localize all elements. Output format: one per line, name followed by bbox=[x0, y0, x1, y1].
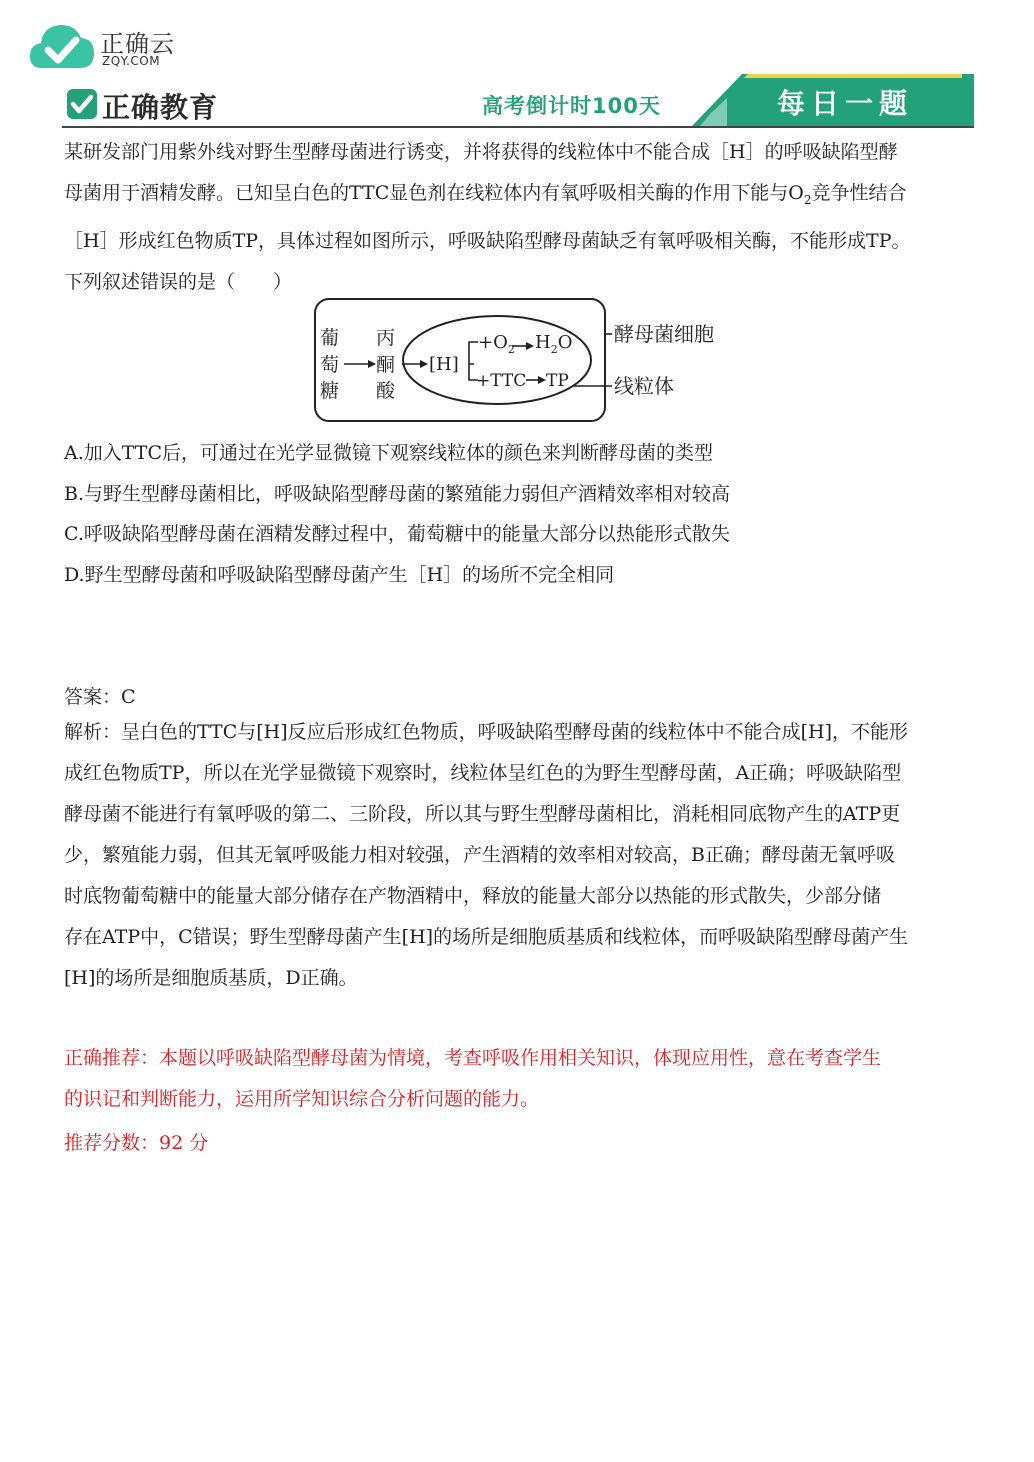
question-stem bbox=[64, 132, 974, 303]
header-divider bbox=[62, 126, 974, 128]
cell-label: 酵母菌细胞 bbox=[614, 322, 714, 346]
o2-label: $+O_2$ bbox=[478, 332, 515, 356]
answer: 答案：C bbox=[64, 686, 136, 708]
option-d: D.野生型酵母菌和呼吸缺陷型酵母菌产生［H］的场所不完全相同 bbox=[64, 564, 615, 586]
arrow-head bbox=[538, 376, 546, 384]
analysis-line: 酵母菌不能进行有氧呼吸的第二、三阶段，所以其与野生型酵母菌相比，消耗相同底物产生的ATP更 bbox=[64, 803, 901, 825]
pyruvate-char: 酸 bbox=[376, 380, 396, 402]
recommendation bbox=[64, 1038, 974, 1120]
arrow-head bbox=[526, 342, 534, 350]
recommendation-line: 正确推荐：本题以呼吸缺陷型酵母菌为情境，考查呼吸作用相关知识，体现应用性，意在考查学生 bbox=[64, 1047, 882, 1069]
edu-title: 正确教育 bbox=[102, 91, 219, 124]
option-a: A.加入TTC后，可通过在光学显微镜下观察线粒体的颜色来判断酵母菌的类型 bbox=[64, 442, 713, 464]
respiration-diagram bbox=[312, 296, 732, 424]
cell-outline bbox=[315, 299, 605, 421]
arrow-head bbox=[368, 360, 376, 368]
ttc-label: +TTC bbox=[476, 371, 527, 391]
question-line: ［H］形成红色物质TP，具体过程如图所示，呼吸缺陷型酵母菌缺乏有氧呼吸相关酶，不能形成TP。 bbox=[64, 229, 911, 252]
analysis-line: 解析：呈白色的TTC与[H]反应后形成红色物质，呼吸缺陷型酵母菌的线粒体中不能合成[H]，不能形 bbox=[64, 721, 909, 743]
pyruvate-char: 酮 bbox=[376, 354, 396, 376]
bracket-line bbox=[469, 342, 478, 364]
countdown-text: 高考倒计时100天 bbox=[482, 94, 661, 118]
zqy-logo bbox=[28, 18, 188, 78]
analysis-line: 少，繁殖能力弱，但其无氧呼吸能力相对较强，产生酒精的效率相对较高，B正确；酵母菌无氧呼吸 bbox=[64, 844, 895, 866]
check-box-icon bbox=[66, 88, 98, 120]
logo-domain-text: ZQY.COM bbox=[102, 54, 161, 68]
analysis-line: 成红色物质TP，所以在光学显微镜下观察时，线粒体呈红色的为野生型酵母菌，A正确；呼吸缺陷型 bbox=[64, 762, 902, 784]
question-line: 下列叙述错误的是（ ） bbox=[64, 270, 293, 293]
logo-brand-text: 正确云 bbox=[100, 30, 175, 58]
arrow-head bbox=[420, 360, 428, 368]
page-header bbox=[62, 74, 974, 130]
cloud-check-icon bbox=[28, 18, 98, 74]
recommend-score: 推荐分数：92 分 bbox=[64, 1132, 209, 1154]
daily-title: 每日一题 bbox=[777, 87, 914, 120]
analysis-line: [H]的场所是细胞质基质，D正确。 bbox=[64, 967, 358, 989]
h2o-label: $H_2O$ bbox=[535, 332, 573, 356]
glucose-char: 萄 bbox=[320, 354, 340, 376]
tp-label: TP bbox=[546, 371, 569, 391]
option-b: B.与野生型酵母菌相比，呼吸缺陷型酵母菌的繁殖能力弱但产酒精效率相对较高 bbox=[64, 483, 731, 505]
glucose-char: 糖 bbox=[320, 380, 340, 402]
h-label: [H] bbox=[429, 354, 459, 375]
question-line: 某研发部门用紫外线对野生型酵母菌进行诱变，并将获得的线粒体中不能合成［H］的呼吸缺陷型酵 bbox=[64, 141, 898, 163]
mito-label: 线粒体 bbox=[614, 374, 674, 398]
option-c: C.呼吸缺陷型酵母菌在酒精发酵过程中，葡萄糖中的能量大部分以热能形式散失 bbox=[64, 523, 730, 545]
glucose-char: 葡 bbox=[320, 327, 340, 349]
analysis bbox=[64, 712, 974, 999]
analysis-line: 存在ATP中，C错误；野生型酵母菌产生[H]的场所是细胞质基质和线粒体，而呼吸缺陷型酵母菌产生 bbox=[64, 926, 909, 948]
question-line: 母菌用于酒精发酵。已知呈白色的TTC显色剂在线粒体内有氧呼吸相关酶的作用下能与$O_2$竞争性结合 bbox=[64, 182, 907, 207]
analysis-line: 时底物葡萄糖中的能量大部分储存在产物酒精中，释放的能量大部分以热能的形式散失，少部分储 bbox=[64, 885, 882, 907]
recommendation-line: 的识记和判断能力，运用所学知识综合分析问题的能力。 bbox=[64, 1088, 540, 1110]
pyruvate-char: 丙 bbox=[376, 327, 396, 349]
